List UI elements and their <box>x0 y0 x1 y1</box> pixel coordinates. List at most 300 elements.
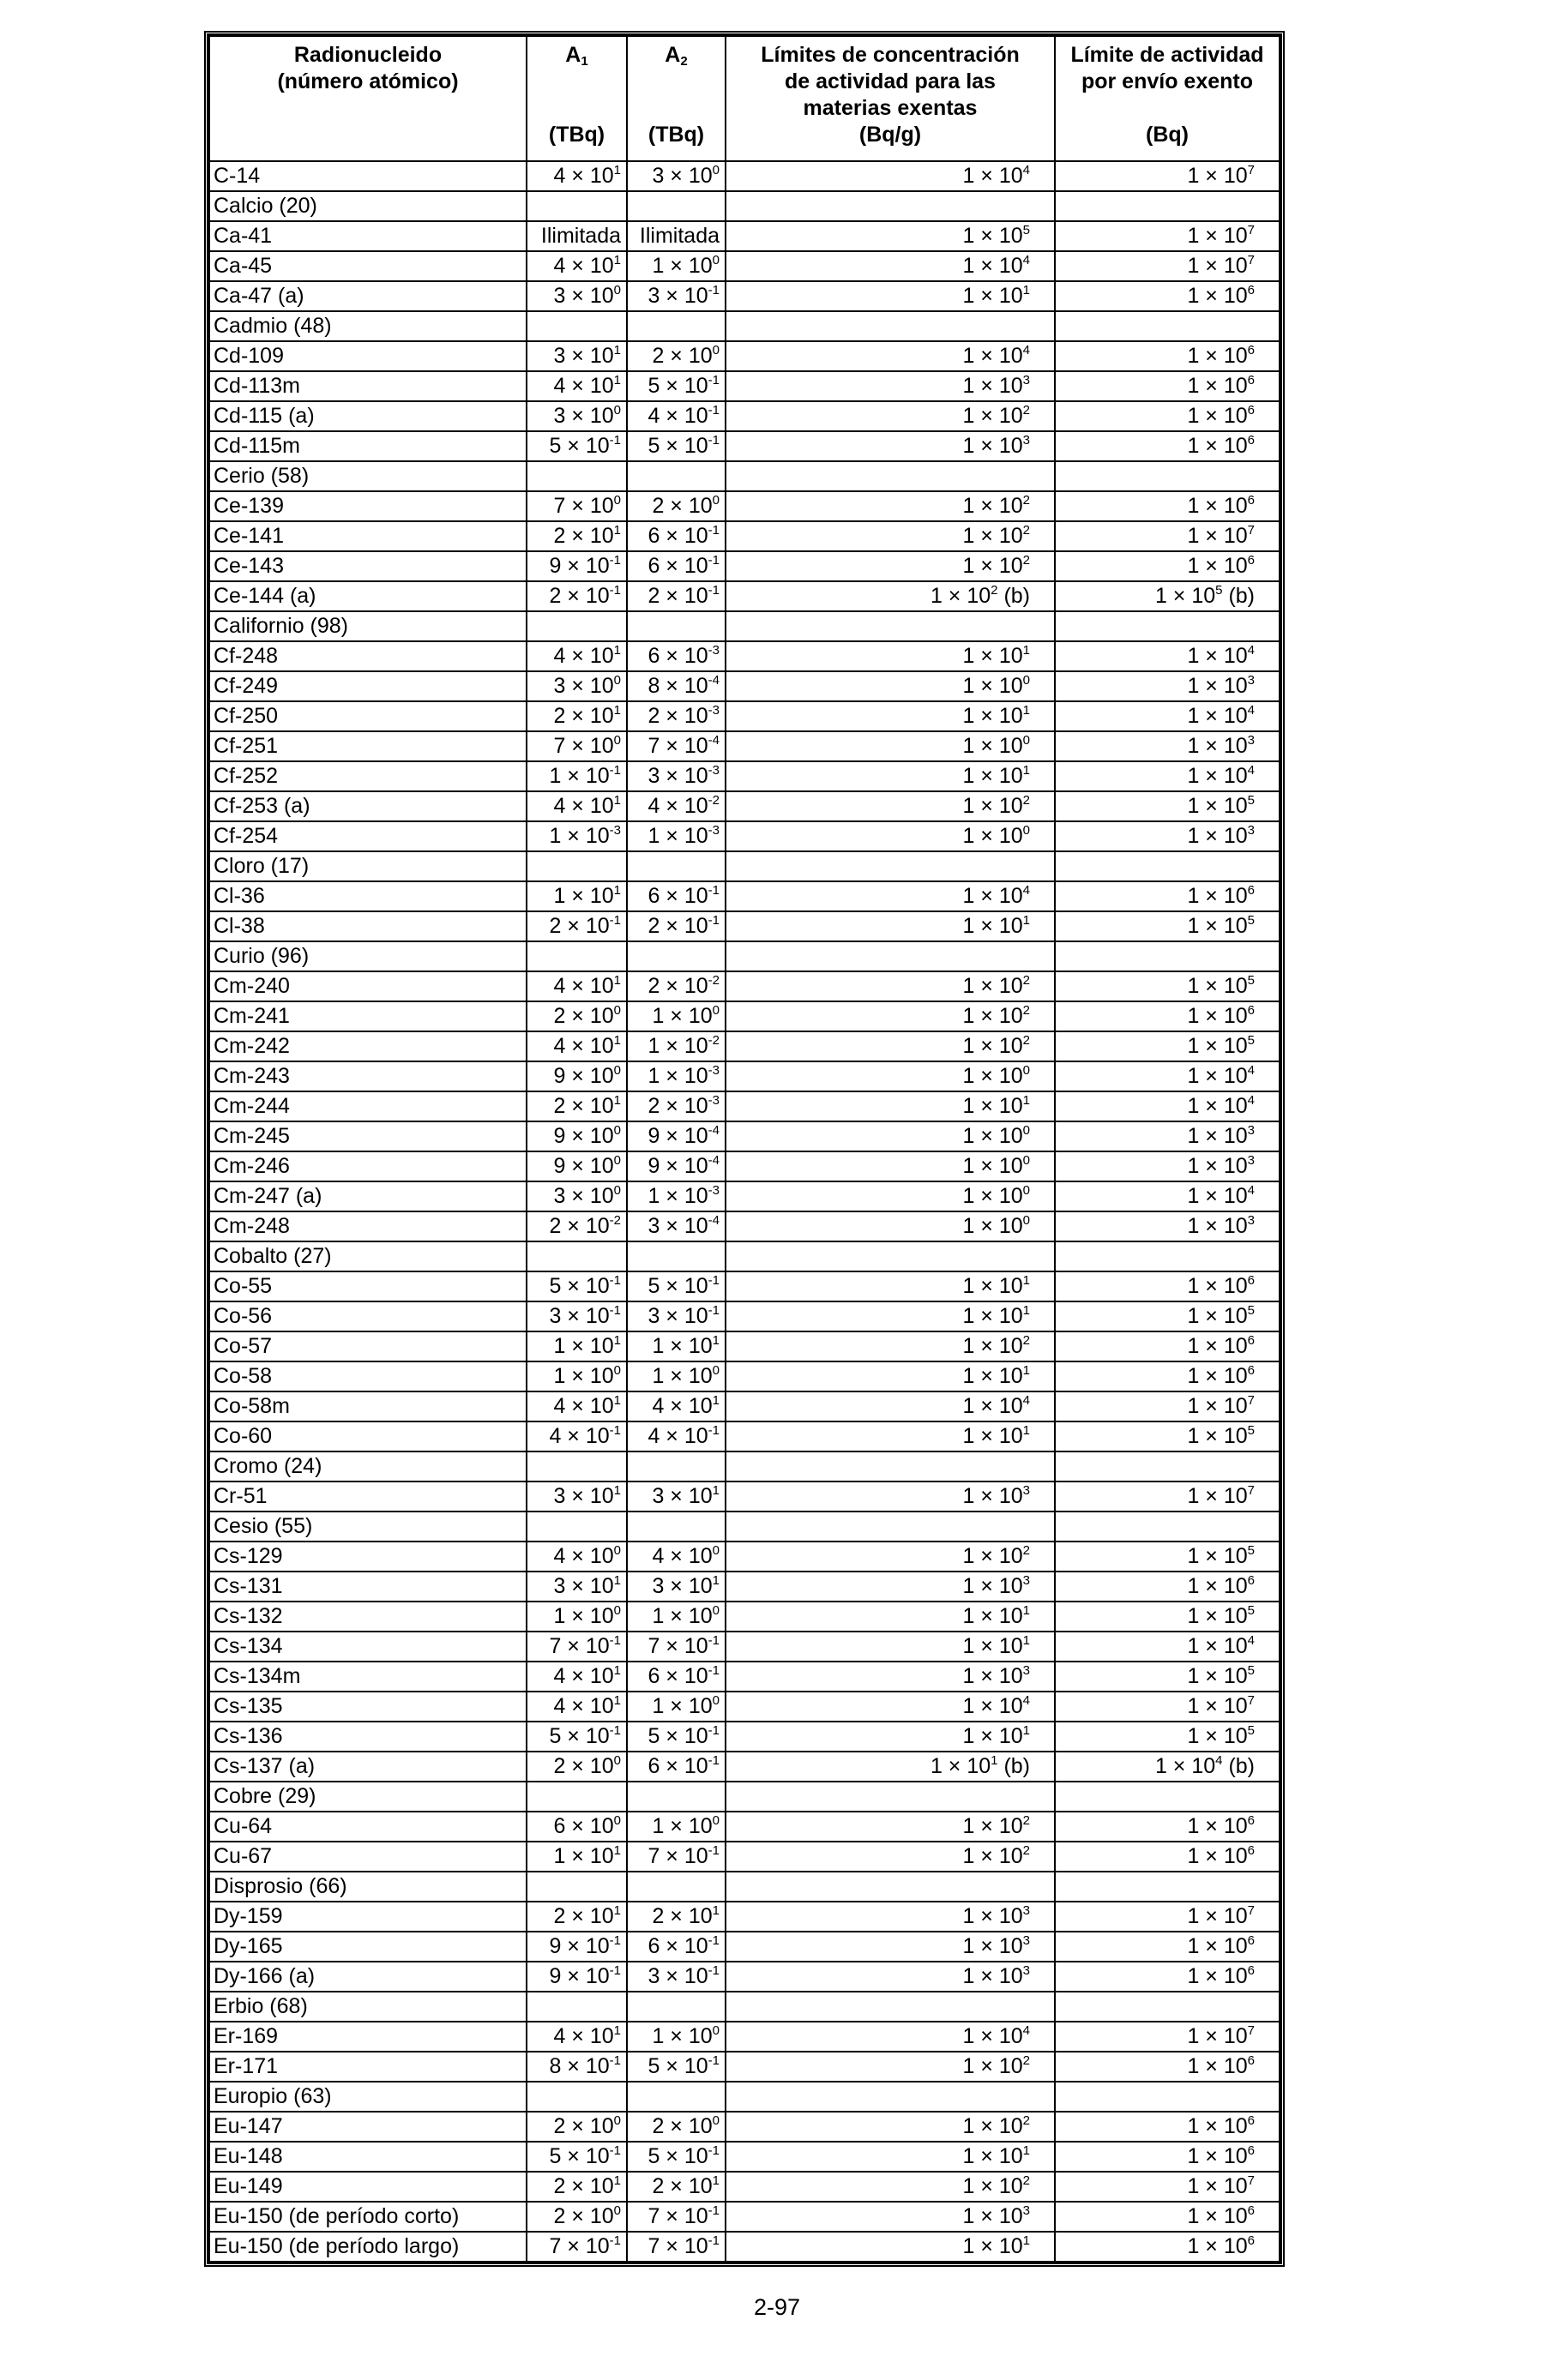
value-exponent: 7 <box>1247 1903 1255 1918</box>
value-exponent: 3 <box>1247 1123 1255 1138</box>
value-exponent: -1 <box>609 1423 621 1438</box>
value-exponent: -1 <box>708 583 720 598</box>
concentration-cell <box>726 941 1055 971</box>
element-group-row <box>209 2082 1280 2112</box>
a1-cell: $4 \times 10^1$ <box>527 1692 627 1722</box>
value-exponent: 6 <box>1247 2203 1255 2218</box>
nuclide-cell: Cf-251 <box>209 731 527 761</box>
value-exponent: 0 <box>712 253 720 267</box>
value-mantissa: 1 <box>962 284 975 308</box>
value-mantissa: 3 <box>652 1484 665 1508</box>
a1-cell: $9 \times 10^{-1}$ <box>527 1962 627 1992</box>
activity-limit-cell: $1 \times 10^3$ <box>1055 821 1280 851</box>
value-mantissa: 1 <box>962 884 975 908</box>
value-exponent: 0 <box>712 1813 720 1828</box>
value-mantissa: 1 <box>962 1394 975 1418</box>
value-mantissa: 6 <box>648 884 660 908</box>
a2-cell: $4 \times 10^1$ <box>627 1391 726 1421</box>
value-exponent: 2 <box>1022 1843 1030 1858</box>
value-mantissa: 3 <box>652 164 665 188</box>
a1-cell: $9 \times 10^0$ <box>527 1121 627 1151</box>
value-exponent: -4 <box>708 733 720 748</box>
value-exponent: 0 <box>613 283 621 298</box>
value-exponent: 0 <box>613 1003 621 1018</box>
value-exponent: 0 <box>613 1363 621 1378</box>
value-exponent: -3 <box>708 1183 720 1198</box>
nuclide-cell: Cf-253 (a) <box>209 791 527 821</box>
value-mantissa: 5 <box>648 1724 660 1748</box>
value-mantissa: 1 <box>962 794 975 818</box>
nuclide-cell: Dy-165 <box>209 1932 527 1962</box>
value-exponent: 6 <box>1247 553 1255 568</box>
a2-cell <box>627 851 726 881</box>
value-mantissa: 1 <box>1187 1964 1200 1988</box>
activity-limit-cell: $1 \times 10^3$ <box>1055 1211 1280 1241</box>
activity-limit-cell <box>1055 311 1280 341</box>
value-mantissa: 7 <box>648 1844 660 1868</box>
table-row <box>209 221 1280 251</box>
nuclide-cell: Disprosio (66) <box>209 1872 527 1902</box>
element-group-row <box>209 311 1280 341</box>
nuclide-cell: Cd-113m <box>209 371 527 401</box>
value-exponent: 1 <box>1022 763 1030 778</box>
concentration-cell <box>726 2082 1055 2112</box>
a2-cell: $5 \times 10^{-1}$ <box>627 2052 726 2082</box>
nuclide-cell: Cr-51 <box>209 1481 527 1512</box>
concentration-cell: $1 \times 10^2$ <box>726 2112 1055 2142</box>
value-exponent: 1 <box>1022 1603 1030 1618</box>
value-mantissa: 1 <box>1187 884 1200 908</box>
concentration-cell: $1 \times 10^1$ <box>726 1421 1055 1451</box>
element-group-row <box>209 1872 1280 1902</box>
concentration-cell: $1 \times 10^2$ <box>726 1031 1055 1061</box>
value-mantissa: 1 <box>1187 2204 1200 2228</box>
value-exponent: -3 <box>708 643 720 658</box>
value-mantissa: 1 <box>1187 644 1200 668</box>
value-mantissa: 2 <box>553 2174 566 2198</box>
a2-cell: $3 \times 10^0$ <box>627 161 726 191</box>
concentration-cell: $1 \times 10^2$ <box>726 521 1055 551</box>
a1-cell: $3 \times 10^1$ <box>527 1572 627 1602</box>
nuclide-cell: Cs-136 <box>209 1722 527 1752</box>
value-mantissa: 1 <box>1187 284 1200 308</box>
table-row <box>209 2232 1280 2262</box>
header-nuclide-line: (número atómico) <box>277 69 459 93</box>
value-mantissa: 1 <box>1187 1604 1200 1628</box>
value-mantissa: 1 <box>648 1034 660 1058</box>
activity-limit-cell: $1 \times 10^5$ <box>1055 1602 1280 1632</box>
value-exponent: 3 <box>1022 373 1030 388</box>
activity-limit-cell: $1 \times 10^6$ <box>1055 1962 1280 1992</box>
value-exponent: -1 <box>609 433 621 448</box>
a1-cell: $1 \times 10^1$ <box>527 1842 627 1872</box>
header-a1 <box>527 36 627 161</box>
nuclide-cell: Cm-248 <box>209 1211 527 1241</box>
value-exponent: 6 <box>1247 1843 1255 1858</box>
a1-cell: $4 \times 10^1$ <box>527 1031 627 1061</box>
value-mantissa: 1 <box>549 824 562 848</box>
value-exponent: 7 <box>1247 163 1255 177</box>
value-exponent: 2 <box>1022 403 1030 418</box>
activity-limit-cell: $1 \times 10^6$ <box>1055 2112 1280 2142</box>
value-mantissa: 1 <box>962 494 975 518</box>
value-mantissa: 2 <box>549 584 562 608</box>
concentration-cell: $1 \times 10^1$ (b) <box>726 1752 1055 1782</box>
value-exponent: 1 <box>1022 1363 1030 1378</box>
value-exponent: 4 <box>1022 883 1030 898</box>
concentration-cell: $1 \times 10^2$ <box>726 1842 1055 1872</box>
value-mantissa: 1 <box>1187 734 1200 758</box>
nuclide-cell: Cobalto (27) <box>209 1241 527 1271</box>
activity-limit-cell: $1 \times 10^6$ <box>1055 281 1280 311</box>
value-mantissa: 1 <box>1187 2024 1200 2048</box>
value-exponent: 2 <box>1022 493 1030 508</box>
activity-limit-cell <box>1055 1241 1280 1271</box>
a2-cell: $4 \times 10^{-1}$ <box>627 1421 726 1451</box>
value-mantissa: 1 <box>1187 764 1200 788</box>
value-exponent: 0 <box>613 1123 621 1138</box>
value-mantissa: 1 <box>553 1334 566 1358</box>
value-mantissa: 1 <box>962 1934 975 1958</box>
concentration-cell: $1 \times 10^2$ <box>726 1331 1055 1361</box>
header-activity-limit-line: Límite de actividad <box>1070 43 1264 67</box>
value-mantissa: 9 <box>549 1964 562 1988</box>
a1-cell: $3 \times 10^1$ <box>527 341 627 371</box>
value-mantissa: 3 <box>553 1184 566 1208</box>
a2-cell: $6 \times 10^{-1}$ <box>627 1932 726 1962</box>
value-mantissa: 2 <box>553 2204 566 2228</box>
a2-cell <box>627 461 726 491</box>
value-exponent: 7 <box>1247 1483 1255 1498</box>
value-mantissa: 1 <box>1187 1844 1200 1868</box>
value-exponent: 7 <box>1247 2023 1255 2038</box>
nuclide-cell: Europio (63) <box>209 2082 527 2112</box>
value-exponent: 0 <box>613 1153 621 1168</box>
a1-cell: $6 \times 10^0$ <box>527 1812 627 1842</box>
value-mantissa: 1 <box>962 914 975 938</box>
value-exponent: -1 <box>609 913 621 928</box>
value-exponent: 5 <box>1247 793 1255 808</box>
value-exponent: 2 <box>1022 2113 1030 2128</box>
a1-cell: $4 \times 10^0$ <box>527 1542 627 1572</box>
value-mantissa: 1 <box>652 1694 665 1718</box>
value-mantissa: 4 <box>648 794 660 818</box>
concentration-cell <box>726 851 1055 881</box>
activity-limit-cell: $1 \times 10^6$ <box>1055 551 1280 581</box>
a1-cell: $5 \times 10^{-1}$ <box>527 1722 627 1752</box>
value-exponent: 1 <box>613 1093 621 1108</box>
nuclide-cell: Ce-139 <box>209 491 527 521</box>
table-row <box>209 1932 1280 1962</box>
nuclide-cell: Cs-134m <box>209 1662 527 1692</box>
table-row <box>209 1271 1280 1301</box>
value-mantissa: 1 <box>1187 404 1200 428</box>
value-exponent: 1 <box>1022 1303 1030 1318</box>
value-mantissa: 1 <box>962 164 975 188</box>
value-exponent: 7 <box>1247 253 1255 267</box>
concentration-cell: $1 \times 10^1$ <box>726 1361 1055 1391</box>
value-mantissa: 4 <box>553 1694 566 1718</box>
a2-cell: $6 \times 10^{-1}$ <box>627 1752 726 1782</box>
a2-cell <box>627 191 726 221</box>
value-mantissa: 6 <box>648 554 660 578</box>
concentration-cell: $1 \times 10^2$ <box>726 401 1055 431</box>
value-exponent: 1 <box>613 2023 621 2038</box>
value-mantissa: 3 <box>553 344 566 368</box>
value-exponent: 5 <box>1247 973 1255 988</box>
value-mantissa: 1 <box>1187 2114 1200 2138</box>
value-mantissa: 2 <box>652 2114 665 2138</box>
value-mantissa: 3 <box>648 284 660 308</box>
value-mantissa: 1 <box>1187 1154 1200 1178</box>
table-row <box>209 1752 1280 1782</box>
header-a2-subscript: 2 <box>680 54 688 69</box>
value-mantissa: 4 <box>553 1394 566 1418</box>
value-mantissa: 9 <box>553 1154 566 1178</box>
element-group-row <box>209 1782 1280 1812</box>
nuclide-cell: Co-60 <box>209 1421 527 1451</box>
a1-cell: $2 \times 10^{-1}$ <box>527 581 627 611</box>
a1-cell: $4 \times 10^1$ <box>527 1391 627 1421</box>
a2-cell <box>627 1512 726 1542</box>
value-exponent: 5 <box>1247 1033 1255 1048</box>
value-mantissa: 2 <box>553 1004 566 1028</box>
a2-cell: $2 \times 10^{-1}$ <box>627 581 726 611</box>
value-exponent: 3 <box>1247 823 1255 838</box>
table-row <box>209 2202 1280 2232</box>
a1-cell: $5 \times 10^{-1}$ <box>527 2142 627 2172</box>
value-exponent: 4 <box>1247 1183 1255 1198</box>
table-row <box>209 671 1280 701</box>
value-exponent: 2 <box>991 583 998 598</box>
a1-cell: $1 \times 10^1$ <box>527 881 627 911</box>
value-mantissa: 4 <box>553 254 566 278</box>
radionuclide-table-frame <box>204 31 1285 2267</box>
value-exponent: 5 <box>1215 583 1223 598</box>
a1-cell: $3 \times 10^1$ <box>527 1481 627 1512</box>
a1-cell: $9 \times 10^{-1}$ <box>527 551 627 581</box>
activity-limit-cell <box>1055 461 1280 491</box>
value-exponent: -1 <box>609 2053 621 2068</box>
nuclide-cell: Co-58 <box>209 1361 527 1391</box>
a1-cell <box>527 851 627 881</box>
activity-limit-cell: $1 \times 10^7$ <box>1055 251 1280 281</box>
nuclide-cell: Cesio (55) <box>209 1512 527 1542</box>
nuclide-cell: Cu-64 <box>209 1812 527 1842</box>
a2-cell: $2 \times 10^0$ <box>627 2112 726 2142</box>
value-mantissa: 7 <box>549 2234 562 2258</box>
value-mantissa: 1 <box>1187 1904 1200 1928</box>
value-exponent: 1 <box>712 1573 720 1588</box>
value-mantissa: 9 <box>549 554 562 578</box>
value-mantissa: 2 <box>549 914 562 938</box>
activity-limit-cell: $1 \times 10^4$ <box>1055 1091 1280 1121</box>
value-exponent: 1 <box>613 703 621 718</box>
nuclide-cell: Cf-249 <box>209 671 527 701</box>
value-exponent: 6 <box>1247 1963 1255 1978</box>
value-exponent: -2 <box>708 973 720 988</box>
value-mantissa: 5 <box>549 1274 562 1298</box>
activity-limit-cell <box>1055 851 1280 881</box>
value-exponent: 0 <box>613 673 621 688</box>
a2-cell: $1 \times 10^0$ <box>627 1812 726 1842</box>
a1-cell: $9 \times 10^0$ <box>527 1061 627 1091</box>
a1-cell <box>527 1241 627 1271</box>
value-exponent: -1 <box>708 1273 720 1288</box>
value-mantissa: 9 <box>648 1124 660 1148</box>
table-row <box>209 1181 1280 1211</box>
header-a2 <box>627 36 726 161</box>
activity-limit-cell: $1 \times 10^5$ <box>1055 1031 1280 1061</box>
concentration-cell: $1 \times 10^1$ <box>726 2142 1055 2172</box>
value-mantissa: 1 <box>962 674 975 698</box>
value-mantissa: 3 <box>648 1964 660 1988</box>
value-exponent: 6 <box>1247 1573 1255 1588</box>
value-exponent: 4 <box>1022 163 1030 177</box>
table-row <box>209 1542 1280 1572</box>
a2-cell: $3 \times 10^{-3}$ <box>627 761 726 791</box>
value-exponent: 0 <box>1022 1063 1030 1078</box>
value-exponent: 2 <box>1022 2173 1030 2188</box>
a2-cell: $2 \times 10^1$ <box>627 1902 726 1932</box>
value-mantissa: 1 <box>962 2024 975 2048</box>
value-mantissa: 1 <box>962 1604 975 1628</box>
value-exponent: -2 <box>708 793 720 808</box>
concentration-cell: $1 \times 10^0$ <box>726 731 1055 761</box>
value-mantissa: 6 <box>648 1664 660 1688</box>
value-exponent: 5 <box>1022 223 1030 237</box>
a1-cell: $7 \times 10^{-1}$ <box>527 2232 627 2262</box>
activity-limit-cell <box>1055 1782 1280 1812</box>
value-exponent: -1 <box>609 1303 621 1318</box>
table-row <box>209 1091 1280 1121</box>
value-exponent: -1 <box>708 373 720 388</box>
value-mantissa: 1 <box>962 1334 975 1358</box>
activity-limit-cell: $1 \times 10^7$ <box>1055 521 1280 551</box>
nuclide-cell: Ce-143 <box>209 551 527 581</box>
value-exponent: 7 <box>1247 523 1255 538</box>
value-exponent: 0 <box>712 2023 720 2038</box>
value-exponent: 4 <box>1215 1753 1223 1768</box>
nuclide-cell: Eu-150 (de período largo) <box>209 2232 527 2262</box>
nuclide-cell: Er-171 <box>209 2052 527 2082</box>
value-mantissa: 1 <box>930 584 943 608</box>
value-exponent: 1 <box>613 973 621 988</box>
activity-limit-cell: $1 \times 10^4$ <box>1055 1061 1280 1091</box>
table-row <box>209 971 1280 1001</box>
a1-cell: $7 \times 10^0$ <box>527 491 627 521</box>
value-exponent: 1 <box>613 253 621 267</box>
value-mantissa: 1 <box>648 1184 660 1208</box>
activity-limit-cell: $1 \times 10^4$ <box>1055 701 1280 731</box>
element-group-row <box>209 1451 1280 1481</box>
value-mantissa: 4 <box>553 974 566 998</box>
value-exponent: 1 <box>613 1843 621 1858</box>
value-mantissa: 1 <box>962 224 975 248</box>
value-exponent: -3 <box>708 703 720 718</box>
a2-cell: $5 \times 10^{-1}$ <box>627 371 726 401</box>
nuclide-cell: Ca-47 (a) <box>209 281 527 311</box>
a2-cell: $3 \times 10^{-1}$ <box>627 1301 726 1331</box>
value-mantissa: 1 <box>1187 1394 1200 1418</box>
activity-limit-cell: $1 \times 10^7$ <box>1055 1481 1280 1512</box>
concentration-cell <box>726 461 1055 491</box>
value-exponent: 1 <box>1022 283 1030 298</box>
value-mantissa: 9 <box>553 1124 566 1148</box>
table-row <box>209 1481 1280 1512</box>
a2-cell: $1 \times 10^{-2}$ <box>627 1031 726 1061</box>
value-exponent: 3 <box>1247 733 1255 748</box>
a1-cell <box>527 1782 627 1812</box>
value-exponent: 0 <box>1022 1183 1030 1198</box>
value-mantissa: 1 <box>1187 554 1200 578</box>
activity-limit-cell: $1 \times 10^6$ <box>1055 2142 1280 2172</box>
nuclide-cell: Cm-247 (a) <box>209 1181 527 1211</box>
value-mantissa: 1 <box>652 1004 665 1028</box>
value-mantissa: 8 <box>648 674 660 698</box>
concentration-cell: $1 \times 10^1$ <box>726 761 1055 791</box>
a2-cell: $7 \times 10^{-1}$ <box>627 1842 726 1872</box>
nuclide-cell: Cf-250 <box>209 701 527 731</box>
concentration-cell: $1 \times 10^3$ <box>726 431 1055 461</box>
value-exponent: -1 <box>708 1723 720 1738</box>
value-exponent: -1 <box>708 403 720 418</box>
value-mantissa: 1 <box>652 1604 665 1628</box>
value-exponent: 1 <box>1022 1093 1030 1108</box>
value-exponent: 5 <box>1247 1663 1255 1678</box>
a2-cell: $3 \times 10^{-1}$ <box>627 281 726 311</box>
a2-cell: $1 \times 10^{-3}$ <box>627 821 726 851</box>
nuclide-cell: Cm-244 <box>209 1091 527 1121</box>
header-concentration-unit: (Bq/g) <box>858 123 922 147</box>
value-mantissa: 1 <box>1187 2234 1200 2258</box>
value-note: (b) <box>997 1754 1030 1778</box>
table-row <box>209 2112 1280 2142</box>
nuclide-cell: Cloro (17) <box>209 851 527 881</box>
concentration-cell <box>726 311 1055 341</box>
header-a2-symbol: A <box>665 43 681 67</box>
value-mantissa: 1 <box>962 344 975 368</box>
value-mantissa: 4 <box>652 1544 665 1568</box>
value-exponent: 5 <box>1247 1303 1255 1318</box>
table-row <box>209 731 1280 761</box>
a1-cell: $2 \times 10^1$ <box>527 2172 627 2202</box>
a1-cell: $4 \times 10^1$ <box>527 371 627 401</box>
nuclide-cell: Cl-38 <box>209 911 527 941</box>
table-row <box>209 161 1280 191</box>
table-row <box>209 341 1280 371</box>
a2-cell: $7 \times 10^{-1}$ <box>627 1632 726 1662</box>
activity-limit-cell: $1 \times 10^3$ <box>1055 731 1280 761</box>
a2-cell: $2 \times 10^{-3}$ <box>627 701 726 731</box>
value-exponent: -1 <box>708 433 720 448</box>
value-mantissa: 1 <box>1187 1364 1200 1388</box>
header-concentration-line: Límites de concentración <box>761 43 1020 67</box>
value-mantissa: 1 <box>962 1154 975 1178</box>
value-mantissa: 9 <box>553 1064 566 1088</box>
value-mantissa: 1 <box>1187 1544 1200 1568</box>
concentration-cell: $1 \times 10^1$ <box>726 1301 1055 1331</box>
value-mantissa: 1 <box>652 254 665 278</box>
a2-cell: $7 \times 10^{-1}$ <box>627 2232 726 2262</box>
value-exponent: 5 <box>1247 1723 1255 1738</box>
concentration-cell: $1 \times 10^2$ <box>726 791 1055 821</box>
nuclide-cell: Cm-240 <box>209 971 527 1001</box>
value-exponent: 3 <box>1022 1933 1030 1948</box>
value-exponent: 0 <box>613 1183 621 1198</box>
activity-limit-cell: $1 \times 10^7$ <box>1055 161 1280 191</box>
value-exponent: -1 <box>708 283 720 298</box>
